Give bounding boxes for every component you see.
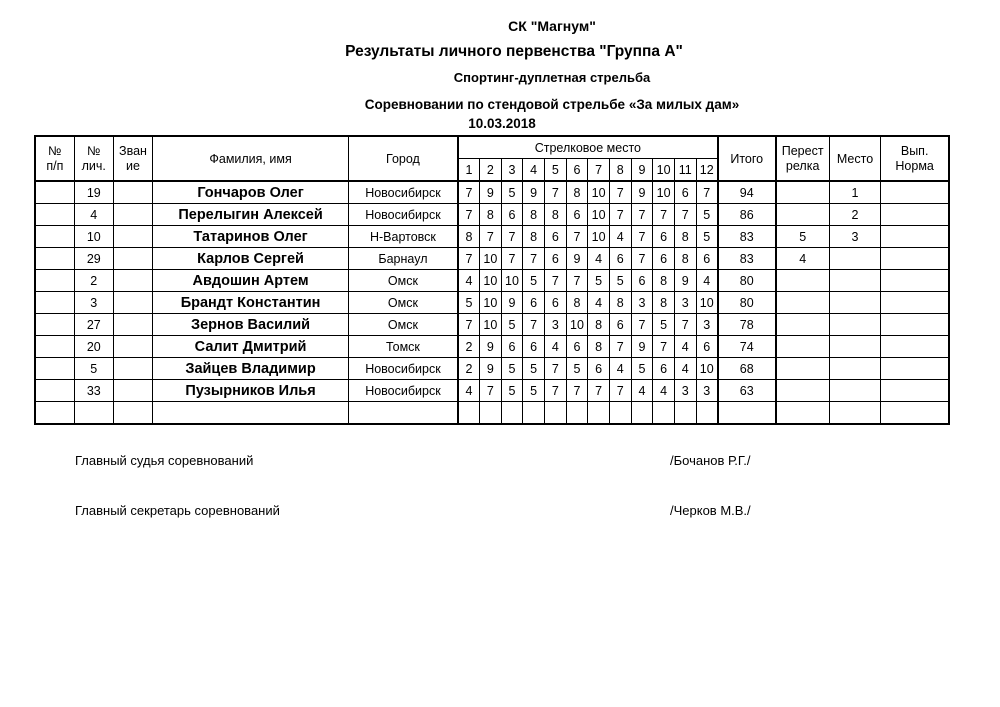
station-number-header: 11 xyxy=(674,159,696,182)
station-score-cell: 10 xyxy=(480,248,502,270)
station-score-cell: 4 xyxy=(631,380,653,402)
station-score-cell: 7 xyxy=(480,380,502,402)
station-score-cell: 10 xyxy=(696,292,718,314)
station-score-cell: 10 xyxy=(480,292,502,314)
shootoff-cell xyxy=(776,314,830,336)
station-score-cell: 4 xyxy=(609,226,631,248)
city-cell: Омск xyxy=(349,270,458,292)
competition-name: Соревновании по стендовой стрельбе «За милых дам» xyxy=(364,97,740,112)
station-score-cell xyxy=(566,402,588,425)
station-score-cell: 5 xyxy=(653,314,675,336)
station-score-cell: 4 xyxy=(544,336,566,358)
rank-cell xyxy=(113,270,152,292)
city-cell: Новосибирск xyxy=(349,204,458,226)
station-score-cell: 7 xyxy=(609,204,631,226)
station-number-header: 5 xyxy=(544,159,566,182)
norm-cell xyxy=(881,402,949,425)
station-number-header: 2 xyxy=(480,159,502,182)
shooter-name-cell: Татаринов Олег xyxy=(153,226,349,248)
station-score-cell: 6 xyxy=(501,204,523,226)
norm-cell xyxy=(881,358,949,380)
station-score-cell: 9 xyxy=(523,181,545,204)
station-score-cell: 6 xyxy=(544,226,566,248)
station-score-cell xyxy=(609,402,631,425)
col-shootoff-header: Перест релка xyxy=(776,136,830,181)
station-score-cell xyxy=(523,402,545,425)
table-row xyxy=(35,181,949,204)
station-score-cell: 3 xyxy=(631,292,653,314)
table-row xyxy=(35,248,949,270)
city-cell: Омск xyxy=(349,292,458,314)
col-lic-header: № лич. xyxy=(74,136,113,181)
row-number-cell xyxy=(35,292,74,314)
norm-cell xyxy=(881,226,949,248)
station-score-cell: 6 xyxy=(566,336,588,358)
shootoff-cell xyxy=(776,270,830,292)
shooter-name-cell: Зайцев Владимир xyxy=(153,358,349,380)
total-cell: 94 xyxy=(718,181,776,204)
row-number-cell xyxy=(35,314,74,336)
shooter-name-cell: Авдошин Артем xyxy=(153,270,349,292)
document-title: Результаты личного первенства "Группа А" xyxy=(345,43,683,60)
shootoff-cell xyxy=(776,204,830,226)
shootoff-cell xyxy=(776,336,830,358)
station-score-cell: 7 xyxy=(566,226,588,248)
rank-cell xyxy=(113,380,152,402)
station-score-cell: 6 xyxy=(523,336,545,358)
place-cell: 1 xyxy=(829,181,881,204)
city-cell xyxy=(349,402,458,425)
station-score-cell xyxy=(501,402,523,425)
station-score-cell: 5 xyxy=(501,380,523,402)
station-score-cell: 7 xyxy=(544,358,566,380)
station-score-cell: 4 xyxy=(609,358,631,380)
station-score-cell xyxy=(480,402,502,425)
station-score-cell xyxy=(674,402,696,425)
station-score-cell: 7 xyxy=(458,248,480,270)
table-row xyxy=(35,204,949,226)
total-cell: 63 xyxy=(718,380,776,402)
rank-cell xyxy=(113,336,152,358)
table-row xyxy=(35,226,949,248)
shooter-name-cell: Гончаров Олег xyxy=(153,181,349,204)
norm-cell xyxy=(881,380,949,402)
station-number-header: 12 xyxy=(696,159,718,182)
station-score-cell: 4 xyxy=(588,248,610,270)
station-score-cell: 8 xyxy=(674,248,696,270)
station-score-cell: 9 xyxy=(674,270,696,292)
station-score-cell: 7 xyxy=(653,204,675,226)
competition-date: 10.03.2018 xyxy=(468,116,536,131)
col-no-header: № п/п xyxy=(35,136,74,181)
license-number-cell: 33 xyxy=(74,380,113,402)
station-score-cell: 8 xyxy=(588,336,610,358)
station-number-header: 8 xyxy=(609,159,631,182)
total-cell: 86 xyxy=(718,204,776,226)
station-score-cell: 5 xyxy=(523,380,545,402)
norm-cell xyxy=(881,336,949,358)
shootoff-cell xyxy=(776,358,830,380)
row-number-cell xyxy=(35,181,74,204)
station-number-header: 3 xyxy=(501,159,523,182)
station-score-cell: 3 xyxy=(674,380,696,402)
station-score-cell: 8 xyxy=(458,226,480,248)
row-number-cell xyxy=(35,270,74,292)
station-score-cell: 7 xyxy=(544,270,566,292)
station-score-cell xyxy=(653,402,675,425)
station-score-cell: 7 xyxy=(631,204,653,226)
place-cell xyxy=(829,292,881,314)
station-score-cell xyxy=(544,402,566,425)
station-score-cell: 3 xyxy=(696,314,718,336)
station-score-cell: 8 xyxy=(523,204,545,226)
station-score-cell: 8 xyxy=(674,226,696,248)
city-cell: Новосибирск xyxy=(349,380,458,402)
table-row xyxy=(35,402,949,425)
rank-cell xyxy=(113,248,152,270)
license-number-cell: 27 xyxy=(74,314,113,336)
station-score-cell: 6 xyxy=(501,336,523,358)
station-score-cell: 7 xyxy=(631,314,653,336)
station-number-header: 7 xyxy=(588,159,610,182)
license-number-cell: 10 xyxy=(74,226,113,248)
station-score-cell xyxy=(631,402,653,425)
place-cell xyxy=(829,336,881,358)
station-score-cell: 10 xyxy=(696,358,718,380)
station-score-cell: 6 xyxy=(523,292,545,314)
station-score-cell xyxy=(458,402,480,425)
station-score-cell: 10 xyxy=(588,204,610,226)
station-score-cell: 7 xyxy=(631,248,653,270)
rank-cell xyxy=(113,292,152,314)
station-score-cell: 5 xyxy=(501,358,523,380)
license-number-cell: 19 xyxy=(74,181,113,204)
rank-cell xyxy=(113,226,152,248)
norm-cell xyxy=(881,314,949,336)
station-score-cell: 3 xyxy=(696,380,718,402)
results-table xyxy=(34,135,950,425)
station-score-cell: 6 xyxy=(653,226,675,248)
station-score-cell: 7 xyxy=(674,314,696,336)
station-number-header: 6 xyxy=(566,159,588,182)
total-cell: 68 xyxy=(718,358,776,380)
place-cell xyxy=(829,402,881,425)
station-score-cell: 7 xyxy=(458,181,480,204)
total-cell: 80 xyxy=(718,270,776,292)
station-score-cell: 2 xyxy=(458,358,480,380)
station-score-cell: 9 xyxy=(566,248,588,270)
station-score-cell: 5 xyxy=(523,270,545,292)
shooter-name-cell: Пузырников Илья xyxy=(153,380,349,402)
station-score-cell: 7 xyxy=(566,380,588,402)
col-total-header: Итого xyxy=(718,136,776,181)
station-score-cell: 8 xyxy=(653,270,675,292)
station-score-cell: 6 xyxy=(631,270,653,292)
station-score-cell: 7 xyxy=(501,226,523,248)
license-number-cell: 3 xyxy=(74,292,113,314)
station-number-header: 10 xyxy=(653,159,675,182)
station-score-cell: 9 xyxy=(631,336,653,358)
station-score-cell: 9 xyxy=(480,336,502,358)
station-score-cell: 4 xyxy=(458,380,480,402)
place-cell xyxy=(829,358,881,380)
license-number-cell: 5 xyxy=(74,358,113,380)
station-score-cell: 7 xyxy=(544,380,566,402)
shootoff-cell xyxy=(776,292,830,314)
total-cell: 78 xyxy=(718,314,776,336)
col-rank-header: Зван ие xyxy=(113,136,152,181)
chief-judge-name: /Бочанов Р.Г./ xyxy=(670,453,751,468)
col-name-header: Фамилия, имя xyxy=(153,136,349,181)
chief-judge-label: Главный судья соревнований xyxy=(75,453,254,468)
station-score-cell: 10 xyxy=(480,314,502,336)
table-row xyxy=(35,336,949,358)
rank-cell xyxy=(113,204,152,226)
table-row xyxy=(35,314,949,336)
shooter-name-cell: Зернов Василий xyxy=(153,314,349,336)
club-name: СК "Магнум" xyxy=(508,18,596,34)
station-score-cell: 7 xyxy=(609,181,631,204)
station-score-cell: 8 xyxy=(609,292,631,314)
shooter-name-cell: Салит Дмитрий xyxy=(153,336,349,358)
row-number-cell xyxy=(35,248,74,270)
shootoff-cell: 5 xyxy=(776,226,830,248)
row-number-cell xyxy=(35,402,74,425)
city-cell: Барнаул xyxy=(349,248,458,270)
station-score-cell: 5 xyxy=(501,314,523,336)
shooter-name-cell xyxy=(153,402,349,425)
station-score-cell: 6 xyxy=(696,248,718,270)
station-number-header: 1 xyxy=(458,159,480,182)
station-score-cell xyxy=(588,402,610,425)
col-city-header: Город xyxy=(349,136,458,181)
station-score-cell xyxy=(696,402,718,425)
station-score-cell: 5 xyxy=(588,270,610,292)
place-cell: 2 xyxy=(829,204,881,226)
total-cell: 80 xyxy=(718,292,776,314)
station-score-cell: 4 xyxy=(696,270,718,292)
station-score-cell: 7 xyxy=(696,181,718,204)
station-score-cell: 9 xyxy=(480,358,502,380)
license-number-cell xyxy=(74,402,113,425)
shooter-name-cell: Карлов Сергей xyxy=(153,248,349,270)
station-score-cell: 7 xyxy=(523,248,545,270)
station-score-cell: 5 xyxy=(566,358,588,380)
table-header-row-1 xyxy=(35,136,949,159)
station-score-cell: 7 xyxy=(674,204,696,226)
station-score-cell: 4 xyxy=(674,358,696,380)
chief-secretary-name: /Черков М.В./ xyxy=(670,503,751,518)
shootoff-cell xyxy=(776,181,830,204)
shooter-name-cell: Перелыгин Алексей xyxy=(153,204,349,226)
station-score-cell: 3 xyxy=(674,292,696,314)
norm-cell xyxy=(881,204,949,226)
station-score-cell: 6 xyxy=(609,248,631,270)
station-score-cell: 4 xyxy=(653,380,675,402)
table-row xyxy=(35,270,949,292)
row-number-cell xyxy=(35,358,74,380)
table-row xyxy=(35,358,949,380)
station-score-cell: 9 xyxy=(631,181,653,204)
station-score-cell: 10 xyxy=(480,270,502,292)
city-cell: Томск xyxy=(349,336,458,358)
rank-cell xyxy=(113,402,152,425)
license-number-cell: 29 xyxy=(74,248,113,270)
station-score-cell: 7 xyxy=(480,226,502,248)
row-number-cell xyxy=(35,226,74,248)
station-score-cell: 5 xyxy=(458,292,480,314)
station-score-cell: 6 xyxy=(674,181,696,204)
rank-cell xyxy=(113,181,152,204)
station-score-cell: 2 xyxy=(458,336,480,358)
norm-cell xyxy=(881,181,949,204)
station-score-cell: 8 xyxy=(566,181,588,204)
chief-secretary-label: Главный секретарь соревнований xyxy=(75,503,280,518)
total-cell: 83 xyxy=(718,248,776,270)
station-number-header: 9 xyxy=(631,159,653,182)
place-cell xyxy=(829,270,881,292)
total-cell: 83 xyxy=(718,226,776,248)
place-cell xyxy=(829,314,881,336)
station-score-cell: 5 xyxy=(696,226,718,248)
station-score-cell: 8 xyxy=(544,204,566,226)
total-cell xyxy=(718,402,776,425)
table-row xyxy=(35,380,949,402)
station-score-cell: 5 xyxy=(609,270,631,292)
rank-cell xyxy=(113,358,152,380)
station-score-cell: 6 xyxy=(588,358,610,380)
station-score-cell: 8 xyxy=(480,204,502,226)
row-number-cell xyxy=(35,336,74,358)
row-number-cell xyxy=(35,204,74,226)
station-score-cell: 7 xyxy=(588,380,610,402)
station-score-cell: 6 xyxy=(566,204,588,226)
station-score-cell: 7 xyxy=(501,248,523,270)
shooter-name-cell: Брандт Константин xyxy=(153,292,349,314)
license-number-cell: 4 xyxy=(74,204,113,226)
station-score-cell: 8 xyxy=(523,226,545,248)
station-score-cell: 10 xyxy=(566,314,588,336)
station-score-cell: 8 xyxy=(566,292,588,314)
shootoff-cell: 4 xyxy=(776,248,830,270)
station-number-header: 4 xyxy=(523,159,545,182)
station-score-cell: 6 xyxy=(544,248,566,270)
station-score-cell: 7 xyxy=(631,226,653,248)
col-norm-header: Вып. Норма xyxy=(881,136,949,181)
norm-cell xyxy=(881,270,949,292)
station-score-cell: 9 xyxy=(480,181,502,204)
station-score-cell: 5 xyxy=(696,204,718,226)
station-score-cell: 8 xyxy=(588,314,610,336)
station-score-cell: 6 xyxy=(544,292,566,314)
station-score-cell: 6 xyxy=(653,248,675,270)
station-score-cell: 4 xyxy=(458,270,480,292)
city-cell: Н-Вартовск xyxy=(349,226,458,248)
city-cell: Новосибирск xyxy=(349,181,458,204)
station-score-cell: 7 xyxy=(544,181,566,204)
station-score-cell: 5 xyxy=(523,358,545,380)
document-subtitle: Спортинг-дуплетная стрельба xyxy=(453,70,651,85)
place-cell: 3 xyxy=(829,226,881,248)
station-score-cell: 5 xyxy=(631,358,653,380)
norm-cell xyxy=(881,248,949,270)
norm-cell xyxy=(881,292,949,314)
station-score-cell: 6 xyxy=(696,336,718,358)
station-score-cell: 7 xyxy=(609,336,631,358)
rank-cell xyxy=(113,314,152,336)
table-row xyxy=(35,292,949,314)
col-stations-header: Стрелковое место xyxy=(458,136,718,159)
place-cell xyxy=(829,248,881,270)
station-score-cell: 10 xyxy=(653,181,675,204)
col-place-header: Место xyxy=(829,136,881,181)
total-cell: 74 xyxy=(718,336,776,358)
station-score-cell: 4 xyxy=(588,292,610,314)
station-score-cell: 7 xyxy=(609,380,631,402)
license-number-cell: 20 xyxy=(74,336,113,358)
row-number-cell xyxy=(35,380,74,402)
station-score-cell: 6 xyxy=(653,358,675,380)
station-score-cell: 10 xyxy=(588,181,610,204)
station-score-cell: 7 xyxy=(566,270,588,292)
station-score-cell: 6 xyxy=(609,314,631,336)
place-cell xyxy=(829,380,881,402)
station-score-cell: 7 xyxy=(653,336,675,358)
city-cell: Омск xyxy=(349,314,458,336)
shootoff-cell xyxy=(776,380,830,402)
station-score-cell: 5 xyxy=(501,181,523,204)
station-score-cell: 8 xyxy=(653,292,675,314)
station-score-cell: 7 xyxy=(523,314,545,336)
station-score-cell: 9 xyxy=(501,292,523,314)
city-cell: Новосибирск xyxy=(349,358,458,380)
station-score-cell: 10 xyxy=(501,270,523,292)
station-score-cell: 3 xyxy=(544,314,566,336)
station-score-cell: 7 xyxy=(458,204,480,226)
license-number-cell: 2 xyxy=(74,270,113,292)
station-score-cell: 4 xyxy=(674,336,696,358)
station-score-cell: 7 xyxy=(458,314,480,336)
station-score-cell: 10 xyxy=(588,226,610,248)
shootoff-cell xyxy=(776,402,830,425)
